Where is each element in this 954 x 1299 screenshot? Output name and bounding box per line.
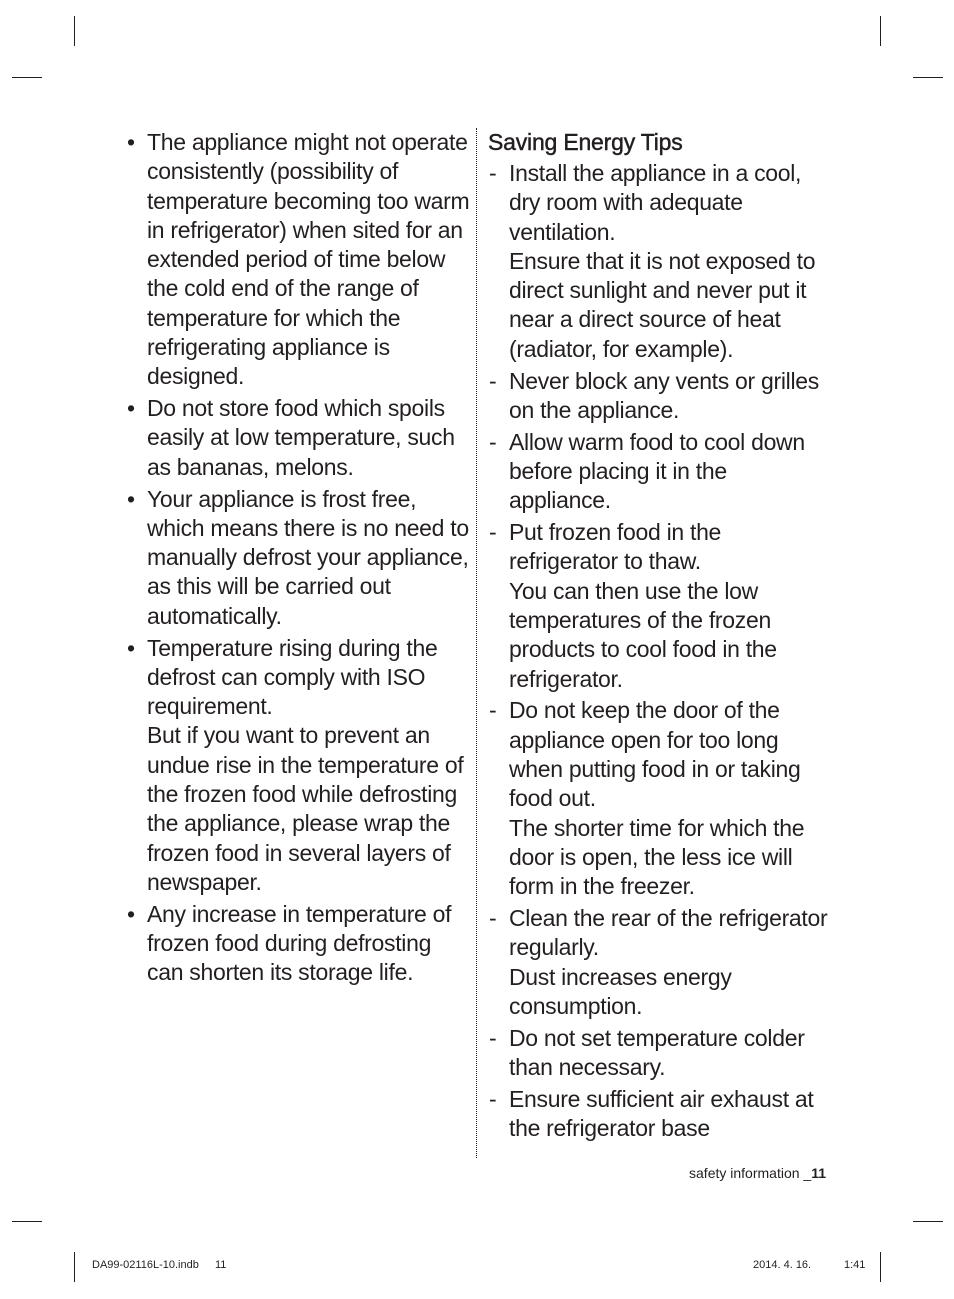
tip-item <box>488 1085 833 1144</box>
crop-mark-top-right-vertical <box>880 16 881 46</box>
energy-tips-list <box>488 159 833 1143</box>
bullet-item <box>127 128 472 392</box>
tip-text-continued: Dust increases energy consumption. <box>509 963 732 1019</box>
tip-text-continued: The shorter time for which the door is open, the less ice will form in the freezer. <box>509 814 805 900</box>
tip-item <box>488 367 833 426</box>
dash-marker: - <box>489 367 497 394</box>
bullet-dot: • <box>127 900 135 927</box>
tip-item <box>488 428 833 516</box>
bullet-dot: • <box>127 395 135 422</box>
tip-text: Allow warm food to cool down before placing it in the appliance. <box>509 428 805 514</box>
crop-mark-top-left-horizontal <box>12 77 42 78</box>
bullet-item <box>127 634 472 898</box>
tip-text: Ensure sufficient air exhaust at the refrigerator base <box>509 1085 814 1141</box>
right-column <box>488 128 833 1146</box>
slug-date: 2014. 4. 16. <box>753 1259 812 1271</box>
bullet-text: The appliance might not operate consistently (possibility of temperature becoming too warm in refrigerator) when sited for an extended period of time below the cold end of the range of temperature for which the refrigerating appliance is designed. <box>147 129 470 390</box>
dash-marker: - <box>489 160 497 186</box>
bullet-dot: • <box>127 485 135 512</box>
bullet-text: Temperature rising during the defrost can comply with ISO requirement. <box>147 634 438 720</box>
tip-text: Never block any vents or grilles on the appliance. <box>509 367 819 423</box>
crop-mark-bottom-left-horizontal <box>12 1221 42 1222</box>
bullet-text: Your appliance is frost free, which means there is no need to manually defrost your appliance, as this will be carried out automatically. <box>147 485 469 629</box>
tip-item <box>488 904 833 1021</box>
bullet-text-continued: But if you want to prevent an undue rise in the temperature of the frozen food while defrosting the appliance, please wrap the frozen food in several layers of newspaper. <box>147 722 464 895</box>
tip-text: Do not keep the door of the appliance open for too long when putting food in or taking food out. <box>509 697 801 812</box>
dash-marker: - <box>489 697 497 724</box>
tip-item <box>488 1024 833 1083</box>
crop-mark-bottom-right-horizontal <box>913 1221 943 1222</box>
tip-item <box>488 696 833 901</box>
bullet-item <box>127 485 472 631</box>
tip-text-continued: You can then use the low temperatures of the frozen products to cool food in the refrigerator. <box>509 577 777 692</box>
dash-marker: - <box>489 1024 497 1051</box>
dash-marker: - <box>489 904 497 931</box>
crop-mark-bottom-right-vertical <box>880 1252 881 1282</box>
tip-text-continued: Ensure that it is not exposed to direct sunlight and never put it near a direct source of heat (radiator, for example). <box>509 247 816 362</box>
page-footer <box>689 1164 826 1182</box>
bullet-text: Do not store food which spoils easily at low temperature, such as bananas, melons. <box>147 395 455 480</box>
dash-marker: - <box>489 1085 497 1112</box>
safety-bullet-list <box>127 128 472 988</box>
crop-mark-top-right-horizontal <box>913 77 943 78</box>
slug-file-name: DA99-02116L-10.indb <box>92 1259 199 1271</box>
column-divider <box>476 128 477 1158</box>
slug-file-page: 11 <box>215 1259 227 1271</box>
bullet-dot: • <box>127 634 135 661</box>
tip-text: Install the appliance in a cool, dry room with adequate ventilation. <box>509 160 802 245</box>
tip-item <box>488 159 833 364</box>
crop-mark-top-left-vertical <box>74 16 75 46</box>
slug-time: 1:41 <box>844 1259 866 1271</box>
section-title: Saving Energy Tips <box>488 129 683 155</box>
tip-item <box>488 518 833 694</box>
bullet-item <box>127 394 472 482</box>
dash-marker: - <box>489 519 497 546</box>
page-number: 11 <box>811 1165 826 1181</box>
dash-marker: - <box>489 428 497 455</box>
tip-text: Put frozen food in the refrigerator to thaw. <box>509 519 722 575</box>
bullet-item <box>127 900 472 988</box>
bullet-dot: • <box>127 129 135 155</box>
bullet-text: Any increase in temperature of frozen food during defrosting can shorten its storage life. <box>147 900 452 986</box>
tip-text: Clean the rear of the refrigerator regularly. <box>509 904 828 961</box>
left-column <box>127 128 472 990</box>
crop-mark-bottom-left-vertical <box>74 1252 75 1282</box>
footer-section-label: safety information _ <box>689 1165 812 1181</box>
tip-text: Do not set temperature colder than necessary. <box>509 1024 805 1080</box>
